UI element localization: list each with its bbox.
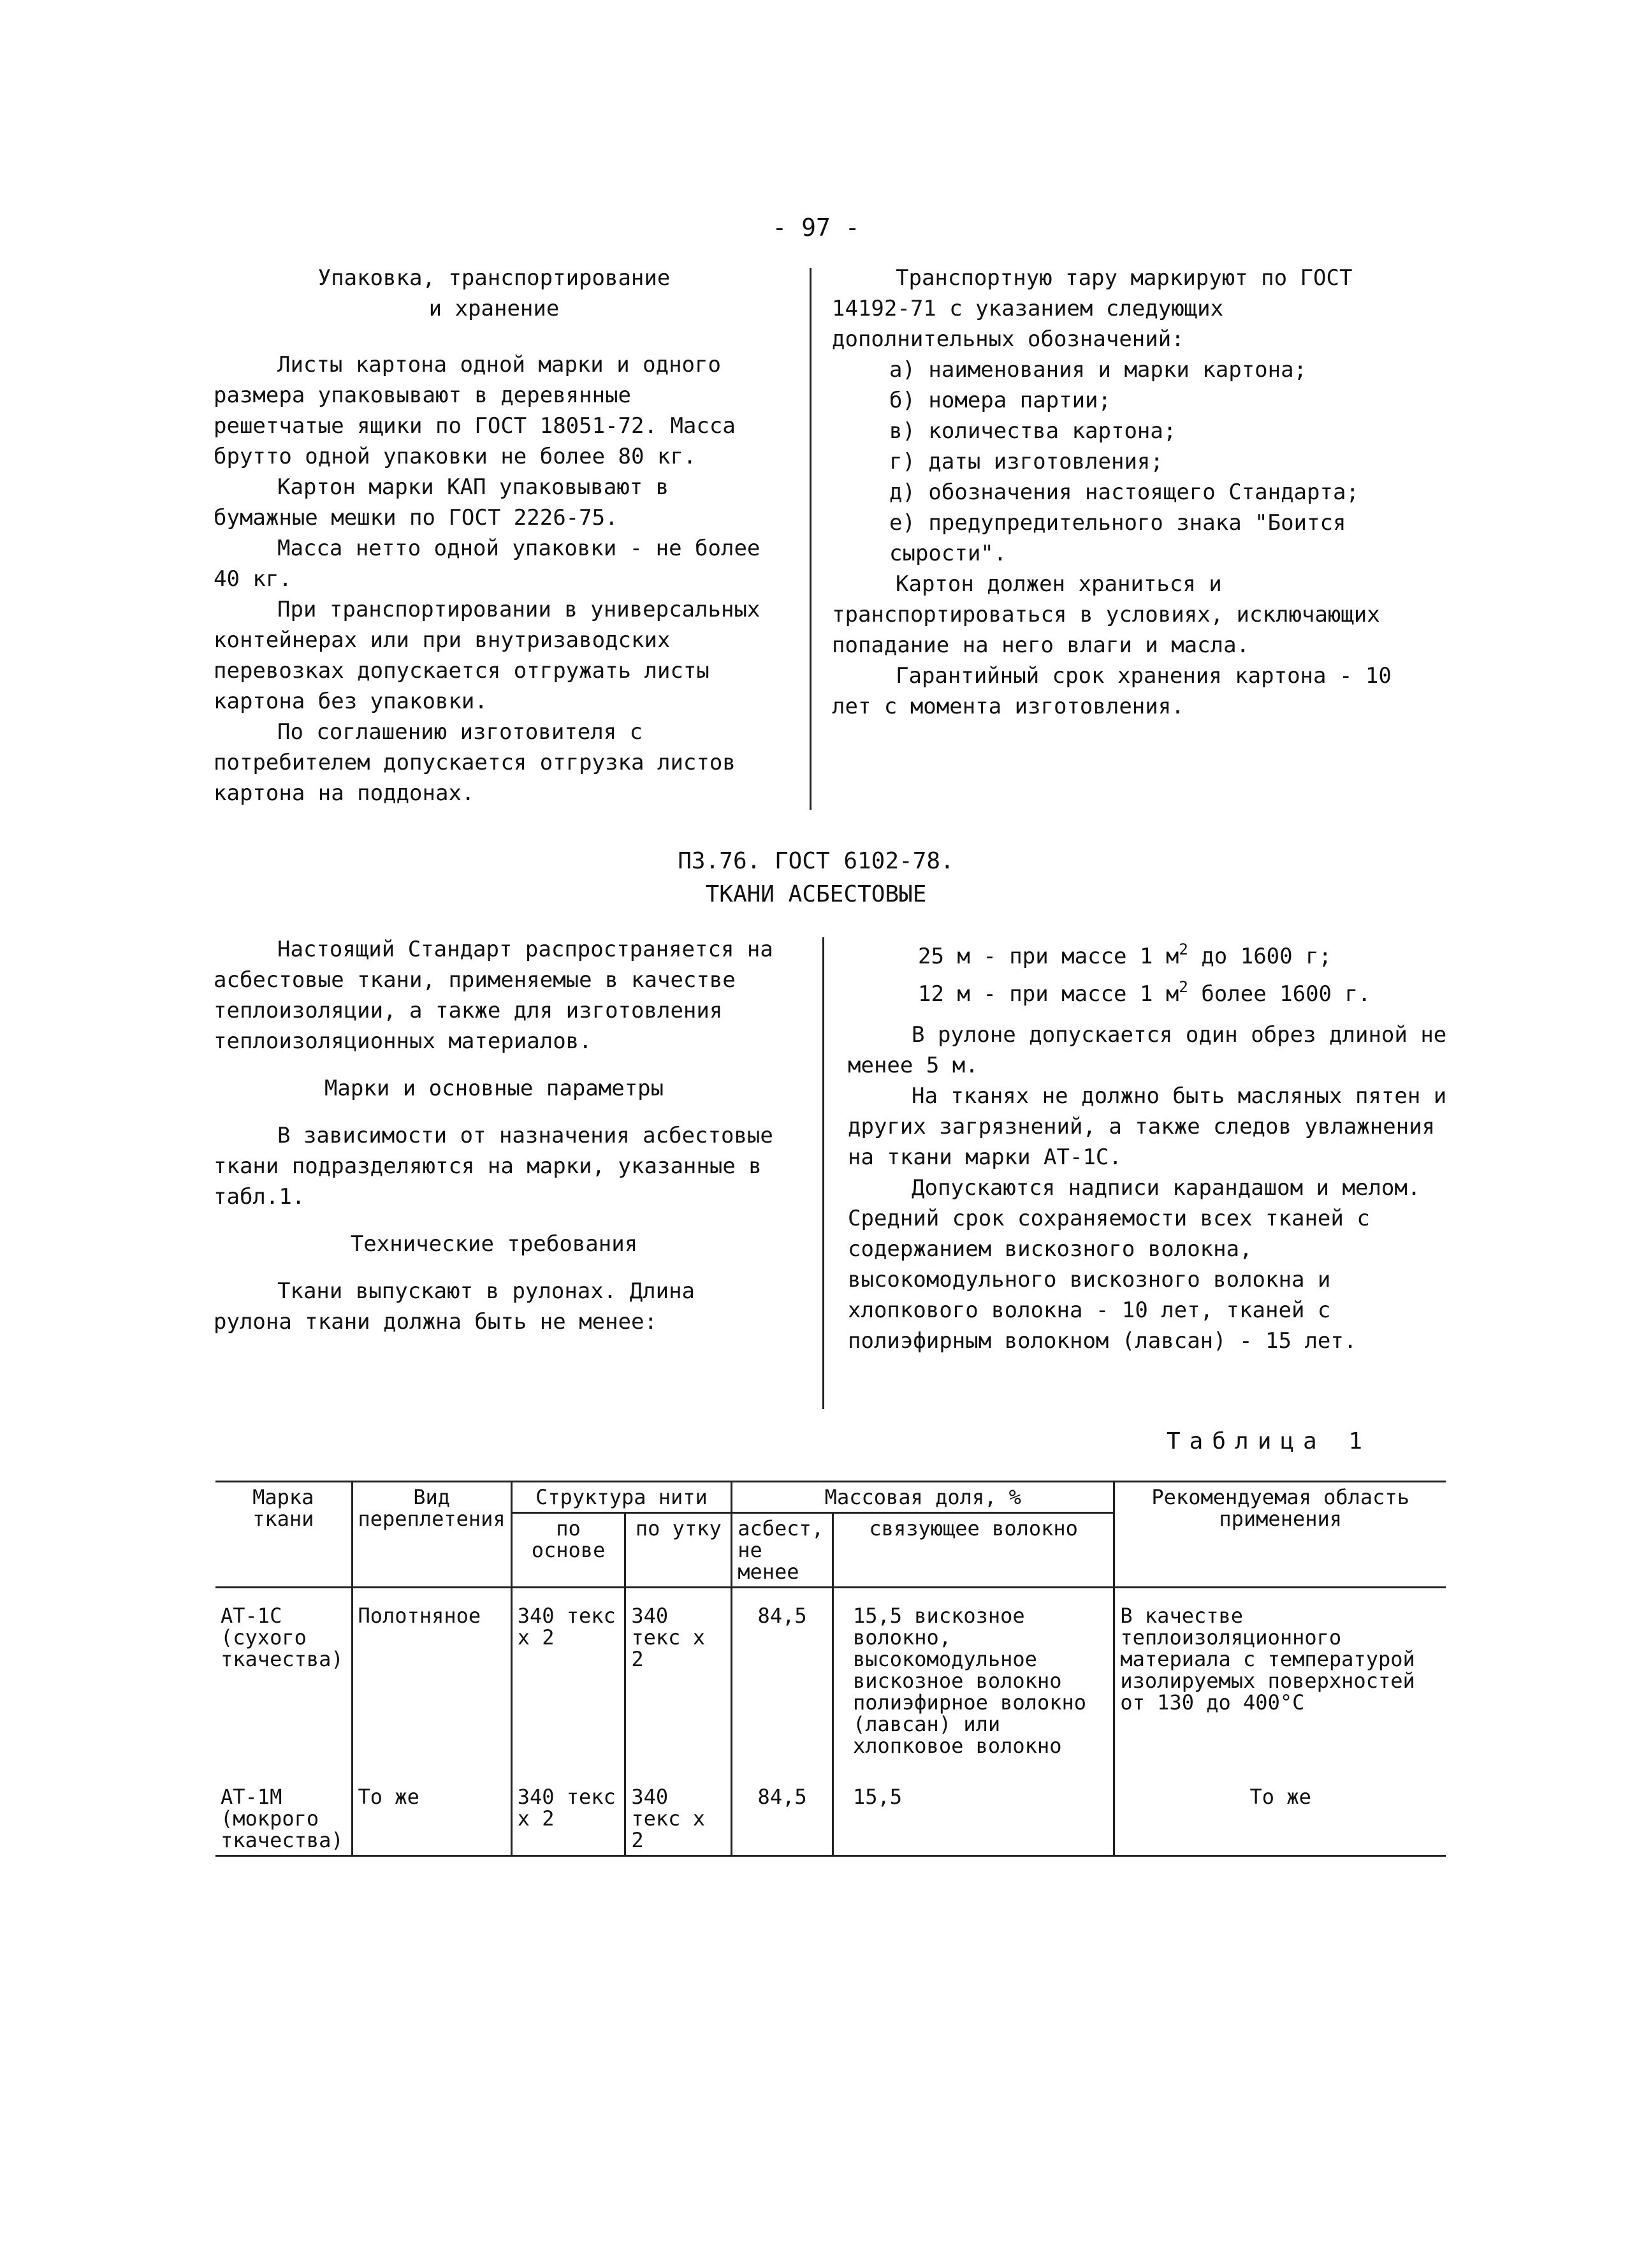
- section2-title: [446, 845, 1186, 911]
- section2-left-column: [214, 934, 775, 1337]
- header-weft: по утку: [625, 1513, 732, 1588]
- list-item: в) количества картона;: [889, 418, 1177, 444]
- list-item: а) наименования и марки картона;: [889, 357, 1307, 383]
- cell-usage: То же: [1114, 1760, 1446, 1856]
- header-mass: Массовая доля, %: [732, 1482, 1114, 1513]
- section1-heading-line2: и хранение: [428, 296, 560, 321]
- table-row: [215, 1760, 1446, 1856]
- paragraph: На тканях не должно быть масляных пятен и других загрязнений, а также следов увлажнения на ткани марки АТ-1С.: [848, 1083, 1447, 1170]
- paragraph: В рулоне допускается один обрез длиной не менее 5 м.: [848, 1022, 1447, 1078]
- page-number: - 97 -: [772, 214, 860, 242]
- cell-weave: То же: [352, 1760, 511, 1856]
- table-row: [215, 1588, 1446, 1761]
- cell-weave: Полотняное: [352, 1588, 511, 1761]
- section2-title-line1: ПЗ.76. ГОСТ 6102-78.: [678, 848, 954, 874]
- paragraph: Ткани выпускают в рулонах. Длина рулона ткани должна быть не менее:: [214, 1278, 695, 1335]
- roll-length-line1-text: 25 м - при массе 1 м: [918, 944, 1179, 969]
- header-brand: Марка ткани: [215, 1482, 352, 1588]
- section2-title-line2: ТКАНИ АСБЕСТОВЫЕ: [705, 881, 927, 907]
- paragraph: Листы картона одной марки и одного размера упаковывают в деревянные решетчатые ящики по ГОСТ 18051-72. Масса брутто одной упаковки не более 80 кг.: [214, 352, 736, 469]
- superscript: 2: [1179, 940, 1188, 958]
- cell-binder: 15,5: [833, 1760, 1114, 1856]
- section1-left-column: [214, 263, 775, 808]
- cell-brand: АТ-1С (сухого ткачества): [221, 1604, 344, 1671]
- cell-warp: 340 текс х 2: [511, 1760, 625, 1856]
- paragraph: Картон должен храниться и транспортироваться в условиях, исключающих попадание на него влаги и масла.: [832, 571, 1380, 658]
- paragraph: Транспортную тару маркируют по ГОСТ 14192-71 с указанием следующих дополнительных обозначений:: [832, 265, 1353, 352]
- header-binder: связующее волокно: [833, 1513, 1114, 1588]
- paragraph: По соглашению изготовителя с потребителем допускается отгрузка листов картона на поддонах.: [214, 719, 736, 806]
- cell-asbestos: 84,5: [732, 1588, 833, 1761]
- cell-weft: 340 текс х 2: [625, 1760, 732, 1856]
- roll-length-line2-text: 12 м - при массе 1 м: [918, 981, 1179, 1007]
- cell-asbestos: 84,5: [732, 1760, 833, 1856]
- roll-length-line1-tail: до 1600 г;: [1188, 944, 1332, 969]
- list-item: г) даты изготовления;: [889, 449, 1163, 474]
- roll-length-line1: [848, 934, 1453, 972]
- paragraph: Картон марки КАП упаковывают в бумажные мешки по ГОСТ 2226-75.: [214, 474, 669, 530]
- header-warp: по основе: [511, 1513, 625, 1588]
- header-usage: Рекомендуемая область применения: [1114, 1482, 1446, 1588]
- paragraph: При транспортировании в универсальных контейнерах или при внутризаводских перевозках допускается отгружать листы картона без упаковки.: [214, 597, 760, 714]
- paragraph: Гарантийный срок хранения картона - 10 лет с момента изготовления.: [832, 663, 1392, 719]
- cell-usage: В качестве теплоизоляционного материала с температурой изолируемых поверхностей от 130 до 400°С: [1114, 1588, 1446, 1761]
- marking-list: [832, 355, 1406, 569]
- table-label: Таблица 1: [1167, 1428, 1372, 1454]
- subheading-brands: Марки и основные параметры: [324, 1076, 664, 1101]
- paragraph: В зависимости от назначения асбестовые ткани подразделяются на марки, указанные в табл.1.: [214, 1123, 773, 1210]
- fabric-table: [215, 1481, 1446, 1857]
- paragraph: Настоящий Стандарт распространяется на асбестовые ткани, применяемые в качестве теплоизоляции, а также для изготовления теплоизоляционных материалов.: [214, 937, 773, 1054]
- cell-brand: АТ-1М (мокрого ткачества): [215, 1760, 352, 1856]
- subheading-technical: Технические требования: [350, 1231, 638, 1257]
- section1-right-column: [832, 263, 1406, 722]
- cell-warp: 340 текс х 2: [511, 1588, 625, 1761]
- cell-weft: 340 текс х 2: [625, 1588, 732, 1761]
- superscript: 2: [1179, 978, 1188, 996]
- header-weave: Вид переплетения: [352, 1482, 511, 1588]
- list-item: б) номера партии;: [889, 388, 1111, 413]
- header-asbestos: асбест, не менее: [732, 1513, 833, 1588]
- roll-length-line2-tail: более 1600 г.: [1188, 981, 1371, 1007]
- section1-heading-line1: Упаковка, транспортирование: [317, 265, 671, 291]
- paragraph: Допускаются надписи карандашом и мелом. Средний срок сохраняемости всех тканей с содержанием вискозного волокна, высокомодульного вискозного волокна и хлопкового волокна - 10 лет, тканей с полиэфирным волокном (лавсан) - 15 лет.: [848, 1175, 1421, 1354]
- column-divider: [810, 268, 811, 810]
- cell-binder: 15,5 вискозное волокно, высокомодульное вискозное волокно полиэфирное волокно (лавсан) или хлопковое волокно: [833, 1588, 1114, 1761]
- roll-length-line2: [848, 972, 1453, 1009]
- header-structure: Структура нити: [511, 1482, 732, 1513]
- list-item: е) предупредительного знака "Боится сырости".: [889, 510, 1346, 566]
- paragraph: Масса нетто одной упаковки - не более 40 кг.: [214, 536, 760, 592]
- list-item: д) обозначения настоящего Стандарта;: [889, 479, 1359, 505]
- section2-right-column: [848, 934, 1453, 1356]
- column-divider: [822, 937, 824, 1409]
